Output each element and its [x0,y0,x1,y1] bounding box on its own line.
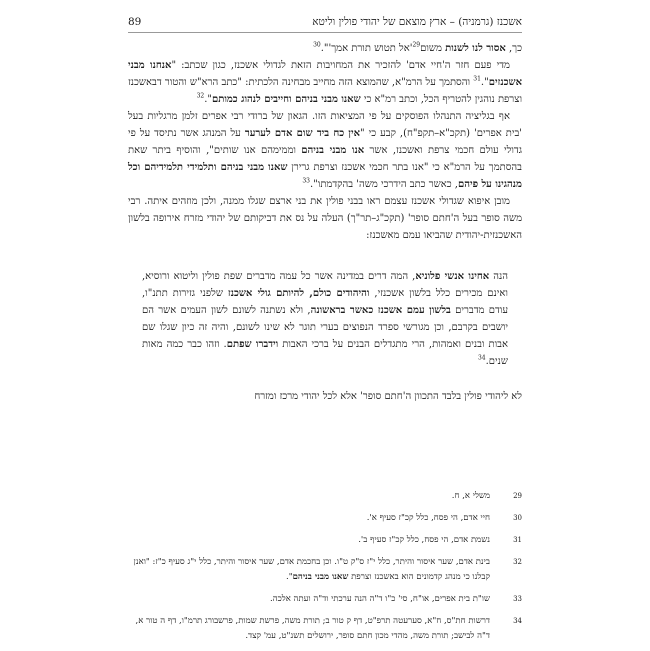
closing-line: לא ליהודי פולין בלבד התכוון ה'חתם סופר' אלא לכל יהודי מרכז ומזרח [254,391,522,402]
bold-phrase: אנו מבני בניהם [301,145,365,156]
footnote-ref[interactable]: 29 [412,41,421,49]
text-run: . וזהו כבר כמה מאות שנים. [142,339,508,367]
bold-phrase: והיהודים כולם, להיותם גולי אשכנז [227,288,370,299]
paragraph-2 [128,57,522,108]
bold-phrase: וידברו שפתם [226,339,279,350]
footnote-ref[interactable]: 34 [477,354,486,362]
footnote-number: 31 [513,536,522,544]
text-run: שלפני גזירות תתנ"ו, עודם מדברים [142,288,508,316]
main-text [128,40,522,405]
footnote-text: ". [286,572,293,582]
text-run: כך, [505,43,522,54]
footnote-text: חיי אדם, הי פסח, כלל קכ"ז סעיף א'. [366,513,490,523]
text-run: ". [480,77,489,88]
footnote-text: נשמת אדם, הי פסח, כלל קכ"ז סעיף ב'. [358,535,490,545]
block-quote [142,268,508,370]
text-run: ". [204,94,212,105]
footnote-number: 32 [513,558,522,566]
footnote-ref[interactable]: 33 [302,177,310,185]
footnotes [128,489,522,651]
bold-phrase: אחינו אנשי פלוניא [415,271,490,282]
bold-phrase: אנחנו מבני אשכנזים [128,60,522,88]
bold-phrase: שאנו מבני בניהם ותלמידי תלמידיהם וכל מנהגינו על פיהם [128,162,522,190]
bold-phrase: שאנו מבני בניהם וחייבים לנהוג כמותם [211,94,361,105]
footnote-text: דרשות חת"ס, ח"א, סערעטה תרפ"ט, דף ק טור ב; תורת משה, פרשת שמות, פרשבורג תרמ"ו, דף ה טור א, ד"ה לבישב; תורת משה, מהדי מכון חתם סופר, ירושלים תשנ"ט, עמ' קצד. [135,616,490,641]
footnote [128,533,522,548]
footnote-ref[interactable]: 30 [313,41,321,49]
footnote [128,489,522,504]
footnote-number: 30 [513,514,522,522]
footnote-number: 33 [513,595,522,603]
paragraph-1 [128,40,522,57]
bold-phrase: שאנו מבני בניהם [292,572,349,582]
footnote-number: 29 [513,492,522,500]
footnote [128,614,522,644]
text-run: והסתמך על הרמ"א, שהמוצא הזה מחייב מבחינה הלכתית: "כתב הרא"ש והטור דבאשכנז וצרפת נוהגין להטריף הכל, וכתב רמ"א כי [128,77,522,105]
footnote-text: משלי א, ח. [451,491,490,501]
running-title: אשכנז (גרמניה) – ארץ מוצאם של יהודי פולין וליטא [312,16,522,28]
footnote-ref[interactable]: 31 [473,75,481,83]
text-run: על המנהג אשר נתיסד על פי גדולי עולם חכמי צרפת ואשכנז, אשר [128,128,522,156]
text-run: אף בגליציה התנהלו הפוסקים על פי המציאות הזו. הגאון של ברודי רבי אפרים זלמן מרגליות בעל 'בית אפרים' (תקכ"א–תקפ"ח), קבע כי " [128,111,523,139]
footnote [128,511,522,526]
bold-phrase: בלשון עמם אשכנז כאשר בראשונה [310,305,451,316]
paragraph-3 [128,108,522,193]
footnote-number: 34 [513,617,522,625]
footnote [128,555,522,585]
text-run: , כאשר כתב הידרכי משה' בהקדמתו". [310,179,458,190]
bold-phrase: אין כח ביד שום אדם לערער [244,128,361,139]
footnote-text: בינת אדם, שער איסור והיתר, כלל י"ז ס"ק ט"ו. וכן בחכמת אדם, שער איסור והיתר, כלל י"ג סעיף כ"ז: "ואנן קבלנו כי מנהג קדמונים הוא באשכנז וצרפת [133,557,490,582]
text-run: מדי פעם חזר ה'חיי אדם' להזכיר את המחויבות הזאת לגדולי אשכנז, כגון שכתב: " [171,60,510,71]
text-run: 'אל תטוש תורת אמך'". [320,43,413,54]
paragraph-4: מובן איפוא שגדולי אשכנז עצמם ראו בבני פולין את בני ארצם שגלו ממנה, ולכן מוזהים איתה. רבי משה סופר בעל ה'חתם סופר' (תקכ"ג–תר"ך) העלה על נס את דביקותם של יהודי מזרח אירופה בלשון האשכנזית-יהודית שהביאו עמם מאשכנז: [128,196,522,241]
footnote-ref[interactable]: 32 [196,92,205,100]
page-number: 89 [128,16,142,28]
bold-phrase: אסור לנו לשנות [445,43,506,54]
text-run: , המה דרים במדינה אשר כל עמה מדברים שפת פולין וליטוא ורוסיא, ואינם מכירים כלל בלשון אשכנזי, [142,271,508,299]
text-run: וממימהם אנו שותים", והוסיף ביתר שאת בהסתמך על הרמ"א כי "אנו בתר חכמי אשכנז וצרפת גרירן [128,145,522,173]
text-run: משום [420,43,446,54]
text-run: הנה [489,271,508,282]
footnote-text: שו"ת בית אפרים, או"ח, סי' כ"ו ד"ה הנה ערכתי וד"ה ועתה אלכה. [270,594,490,604]
footnote [128,592,522,607]
running-header [128,16,522,33]
text-run: , ולא נשתנה לשונם לשון העמים אשר הם יושבים בקרבם, וכן מגורשי ספרד הנפוצים בערי תוגר לא שינו לשונם, והיה זה כיון שגלו שם אבות ובנים ואמהות, הרי מתגדלים הבנים על ברכי האבות [142,305,509,350]
